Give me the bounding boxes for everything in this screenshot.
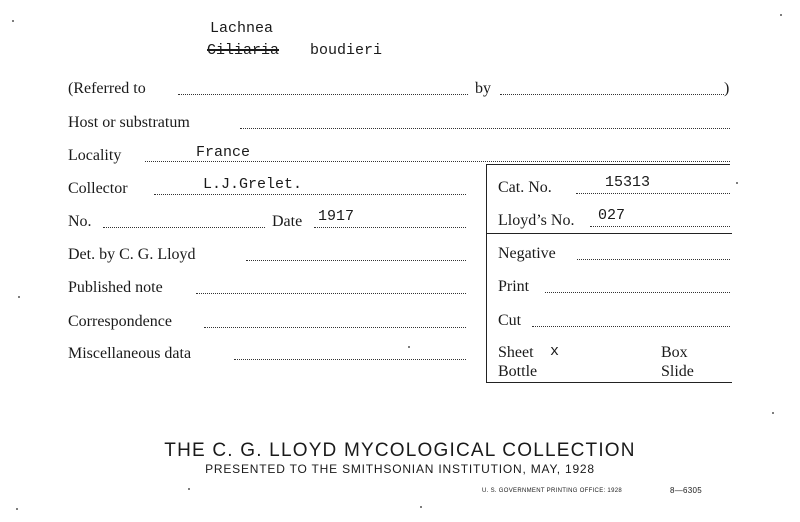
locality-label: Locality: [68, 147, 122, 164]
lloyds-no-line[interactable]: [590, 226, 730, 227]
misc-data-label: Miscellaneous data: [68, 345, 192, 362]
print-line[interactable]: [545, 292, 730, 293]
scan-speck: [12, 20, 14, 22]
correspondence-label: Correspondence: [68, 313, 172, 330]
form-number: 8—6305: [670, 486, 703, 495]
scan-speck: [420, 506, 422, 508]
lloyds-no-value: 027: [598, 207, 626, 224]
collector-line[interactable]: [154, 194, 466, 195]
scan-speck: [772, 412, 774, 414]
host-label: Host or substratum: [68, 114, 190, 131]
no-line[interactable]: [103, 227, 265, 228]
slide-label: Slide: [661, 363, 694, 380]
close-paren: ): [724, 80, 730, 97]
lloyds-no-label: Lloyd’s No.: [498, 212, 575, 229]
referred-to-label: (Referred to: [68, 80, 146, 97]
collection-subtitle: PRESENTED TO THE SMITHSONIAN INSTITUTION, MAY, 1928: [205, 462, 595, 476]
negative-line[interactable]: [577, 259, 730, 260]
no-label: No.: [68, 213, 92, 230]
scan-speck: [188, 488, 190, 490]
det-by-line[interactable]: [246, 260, 466, 261]
by-label: by: [475, 80, 491, 97]
cat-no-line[interactable]: [576, 193, 730, 194]
misc-data-line[interactable]: [234, 359, 466, 360]
bottle-label: Bottle: [498, 363, 538, 380]
date-line[interactable]: [314, 227, 466, 228]
cut-line[interactable]: [532, 326, 730, 327]
locality-value: France: [196, 144, 251, 161]
panel-top-border: [486, 164, 730, 165]
species-name: boudieri: [310, 42, 383, 59]
scan-speck: [16, 508, 18, 510]
box-label: Box: [661, 344, 688, 361]
date-value: 1917: [318, 208, 355, 225]
referred-to-line[interactable]: [178, 94, 468, 95]
print-label: Print: [498, 278, 530, 295]
cat-no-value: 15313: [605, 174, 651, 191]
collection-title: THE C. G. LLOYD MYCOLOGICAL COLLECTION: [164, 440, 636, 461]
negative-label: Negative: [498, 245, 556, 262]
scan-speck: [18, 296, 20, 298]
scan-speck: [408, 346, 410, 348]
cut-label: Cut: [498, 312, 522, 329]
struck-genus-name: Ciliaria: [207, 42, 280, 59]
cat-no-label: Cat. No.: [498, 179, 552, 196]
det-by-label: Det. by C. G. Lloyd: [68, 246, 196, 263]
panel-bottom-border: [486, 382, 732, 383]
collector-label: Collector: [68, 180, 128, 197]
published-note-line[interactable]: [196, 293, 466, 294]
published-note-label: Published note: [68, 279, 163, 296]
scan-speck: [736, 182, 738, 184]
correspondence-line[interactable]: [204, 327, 466, 328]
host-line[interactable]: [240, 128, 730, 129]
panel-divider: [486, 233, 732, 234]
genus-name: Lachnea: [210, 20, 274, 37]
panel-left-border: [486, 164, 487, 382]
printer-imprint: U. S. GOVERNMENT PRINTING OFFICE: 1928: [482, 488, 622, 494]
by-line[interactable]: [500, 94, 724, 95]
date-label: Date: [272, 213, 303, 230]
sheet-mark: x: [550, 343, 560, 360]
collector-value: L.J.Grelet.: [203, 176, 303, 193]
sheet-label: Sheet: [498, 344, 534, 361]
scan-speck: [780, 14, 782, 16]
